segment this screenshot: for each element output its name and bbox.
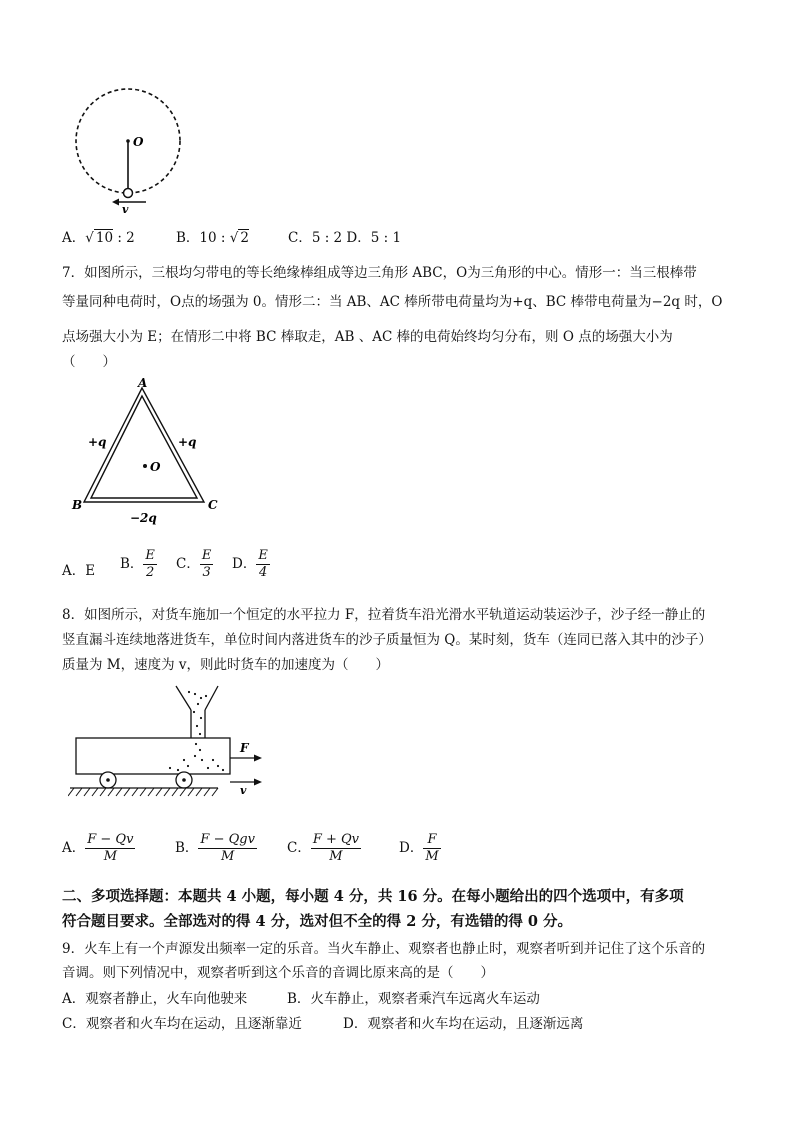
q6-option-b: B．10 : √ 2: [176, 230, 249, 246]
center-label: O: [133, 135, 144, 149]
velocity-arrowhead: [254, 779, 262, 786]
q9-option-b: B．火车静止，观察者乘汽车远离火车运动: [287, 991, 540, 1007]
section2-heading-line-1: 二、多项选择题：本题共 4 小题，每小题 4 分，共 16 分。在每小题给出的四个选项中，有多项: [62, 888, 684, 905]
velocity-arrowhead: [112, 199, 119, 206]
funnel: [176, 686, 218, 738]
q8-line-1: 8．如图所示，对货车施加一个恒定的水平拉力 F，拉着货车沿光滑水平轨道运动装运沙子，沙子经一静止的: [62, 607, 706, 623]
vertex-a-label: A: [138, 376, 148, 390]
force-arrowhead: [254, 755, 262, 762]
vertex-c-label: C: [208, 498, 218, 512]
q7-option-a: A．E: [62, 563, 96, 579]
q9-line-2: 音调。则下列情况中，观察者听到这个乐音的音调比原来高的是（ ）: [62, 965, 494, 981]
center-dot: [143, 464, 147, 468]
q8-option-b: B． $\frac{\text{F − Qgv}}{M}$: [175, 832, 255, 864]
vertex-b-label: B: [72, 498, 83, 512]
q6-circle-figure: [68, 86, 188, 214]
q7-option-b: B． $\frac{E}{2}$: [120, 548, 155, 580]
ab-charge-label: +q: [88, 435, 107, 449]
section2-heading-line-2: 符合题目要求。全部选对的得 4 分，选对但不全的得 2 分，有选错的得 0 分。: [62, 913, 573, 930]
velocity-label: v: [122, 203, 129, 214]
ground-hatch: [68, 788, 218, 796]
velocity-label: v: [240, 784, 247, 797]
q8-line-3: 质量为 M，速度为 v，则此时货车的加速度为（ ）: [62, 657, 390, 673]
q7-line-1: 7．如图所示，三根均匀带电的等长绝缘棒组成等边三角形 ABC，O为三角形的中心。情形一：当三根棒带: [62, 265, 697, 281]
q6-option-cd: C．5 : 2 D．5 : 1: [288, 230, 402, 246]
q7-line-3: 点场强大小为 E；在情形二中将 BC 棒取走，AB 、AC 棒的电荷始终均匀分布，则 O 点的场强大小为: [62, 329, 673, 345]
q8-option-d: D． $\frac{F}{M}$: [399, 832, 439, 864]
q6-option-a: A．√ 10 : 2: [62, 230, 135, 246]
center-o-label: O: [150, 460, 161, 474]
q7-triangle-figure: [70, 376, 230, 528]
force-label: F: [240, 741, 249, 755]
q8-option-c: C． $\frac{F + Qv}{M}$: [287, 832, 360, 864]
cart-body: [76, 738, 230, 774]
q7-option-c: C． $\frac{E}{3}$: [176, 548, 212, 580]
q9-option-a: A．观察者静止，火车向他驶来: [62, 991, 248, 1007]
pivot-point: [126, 139, 130, 143]
q8-line-2: 竖直漏斗连续地落进货车，单位时间内落进货车的沙子质量恒为 Q。某时刻，货车（连同已落入其中的沙子）: [62, 632, 712, 648]
q9-option-d: D．观察者和火车均在运动，且逐渐远离: [343, 1016, 584, 1032]
q7-line-4: （ ）: [62, 354, 116, 370]
q9-line-1: 9．火车上有一个声源发出频率一定的乐音。当火车静止、观察者也静止时，观察者听到并记住了这个乐音的: [62, 941, 706, 957]
ball: [124, 189, 133, 198]
q7-option-d: D． $\frac{E}{4}$: [232, 548, 268, 580]
q9-option-c: C．观察者和火车均在运动，且逐渐靠近: [62, 1016, 302, 1032]
q7-line-2: 等量同种电荷时，O点的场强为 0。情形二：当 AB、AC 棒所带电荷量均为+q、BC 棒带电荷量为−2q 时，O: [62, 294, 723, 310]
bc-charge-label: −2q: [130, 511, 157, 525]
ac-charge-label: +q: [178, 435, 197, 449]
q8-cart-figure: [68, 682, 268, 802]
q8-option-a: A． $\frac{F - Qv}{M}$: [62, 832, 134, 864]
